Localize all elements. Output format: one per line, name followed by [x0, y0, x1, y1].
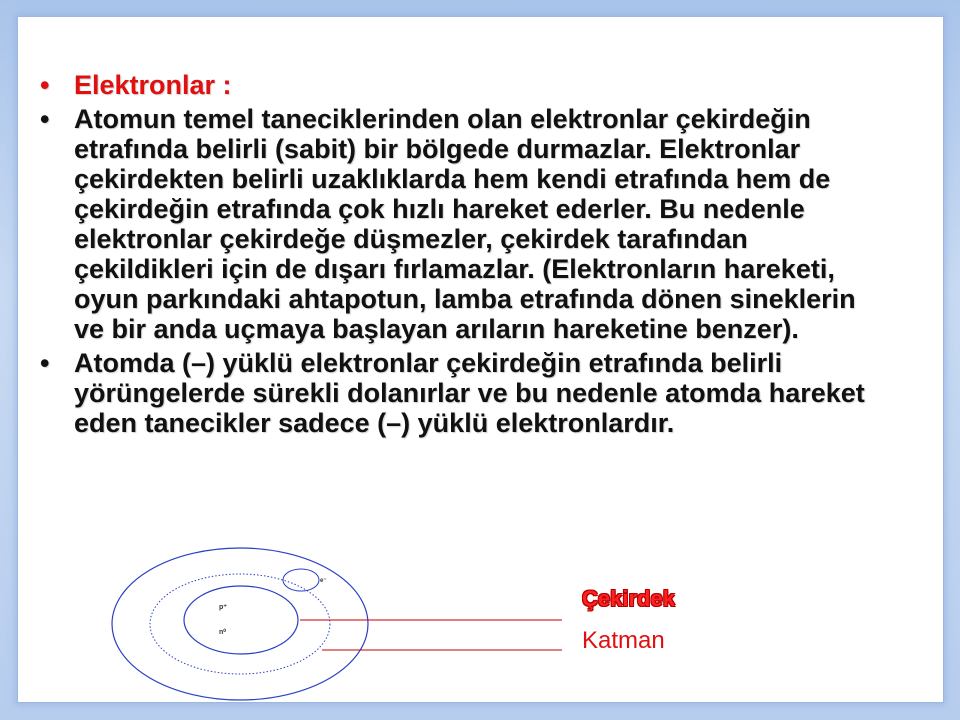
- electron-orbit: [150, 574, 330, 674]
- proton-label: p⁺: [219, 604, 227, 611]
- shell-label: Katman: [582, 627, 665, 654]
- nucleus-label: Çekirdek: [582, 586, 675, 611]
- neutron-label: n⁰: [219, 629, 227, 636]
- bullet-dot: •: [40, 104, 50, 134]
- bullet-text: Atomda (–) yüklü elektronlar çekirdeğin etrafında belirli yörüngelerde sürekli dolanırlar ve bu nedenle atomda hareket eden tanecikler sadece (–) yüklü elektronlardır.: [74, 348, 865, 438]
- bullet-dot: •: [40, 70, 50, 100]
- heading-text: Elektronlar :: [74, 70, 232, 100]
- electron-label: e⁻: [320, 578, 327, 584]
- bullet-dot: •: [40, 348, 50, 378]
- bullet-text: Atomun temel taneciklerinden olan elektronlar çekirdeğin etrafında belirli (sabit) bir bölgede durmazlar. Elektronlar çekirdekten belirli uzaklıklarda hem kendi etrafında hem de çekirdeğin etrafında çok hızlı hareket ederler. Bu nedenle elektronlar çekirdeğe düşmezler, çekirdek tarafından çekildikleri için de dışarı fırlamazlar. (Elektronların hareketi, oyun parkındaki ahtapotun, lamba etrafında dönen sineklerin ve bir anda uçmaya başlayan arıların hareketine benzer).: [74, 104, 856, 344]
- nucleus: [184, 586, 298, 654]
